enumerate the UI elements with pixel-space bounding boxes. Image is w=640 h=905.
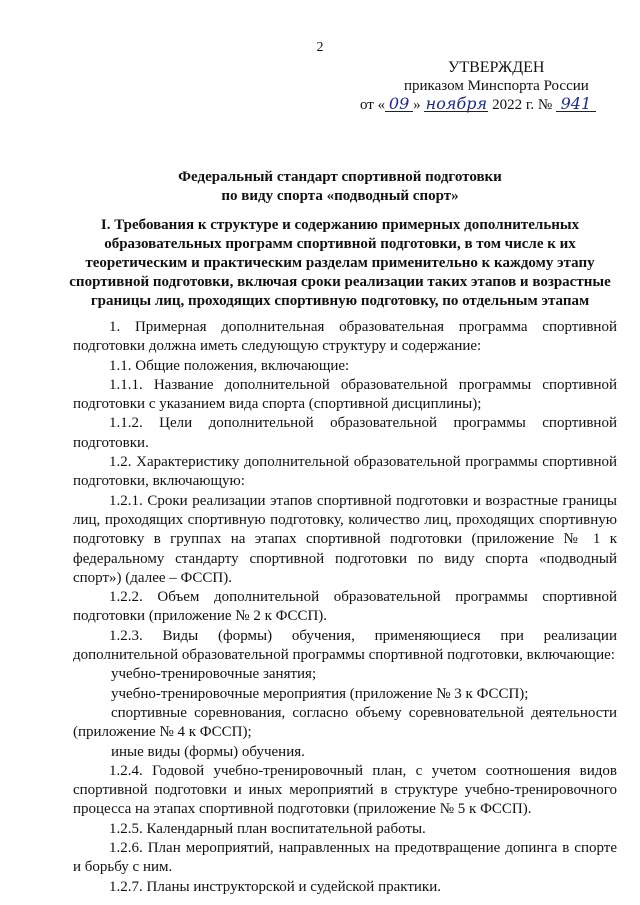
paragraph-1-2-7: 1.2.7. Планы инструкторской и судейской практики. — [109, 878, 441, 895]
list-item: спортивные соревнования, согласно объему соревновательной деятельности (приложение № 4 к ФССП); — [73, 704, 617, 741]
page-number: 2 — [316, 40, 324, 55]
paragraph-1-2: 1.2. Характеристику дополнительной образовательной программы спортивной подготовки, включающую: — [73, 454, 617, 490]
approval-order: приказом Минспорта России — [404, 78, 589, 94]
paragraph-1-1: 1.1. Общие положения, включающие: — [109, 357, 350, 374]
paragraph-1-2-2: 1.2.2. Объем дополнительной образовательной программы спортивной подготовки (приложение № 2 к ФССП). — [73, 589, 617, 625]
paragraph-1-2-6: 1.2.6. План мероприятий, направленных на предотвращение допинга в спорте и борьбу с ним. — [73, 840, 617, 876]
date-prefix: от « — [360, 97, 386, 113]
year-text: 2022 г. № — [492, 97, 553, 113]
title-line-2: по виду спорта «подводный спорт» — [221, 188, 459, 204]
handwritten-month: ноября — [425, 94, 488, 113]
approval-title: УТВЕРЖДЕН — [448, 59, 545, 76]
handwritten-day: 09 — [385, 96, 413, 112]
title-line-1: Федеральный стандарт спортивной подготовки — [178, 169, 502, 185]
paragraph-1-2-5: 1.2.5. Календарный план воспитательной работы. — [109, 820, 426, 837]
paragraph-1-2-1: 1.2.1. Сроки реализации этапов спортивной подготовки и возрастные границы лиц, проходящих спортивную подготовку, количество лиц, проходящих спортивную подготовку в группах на этапах спортивной подготовки (приложение № 1 к федеральному стандарту спортивной подготовки по виду спорта «подводный спорт») (далее – ФССП). — [73, 492, 617, 586]
paragraph-1-1-1: 1.1.1. Название дополнительной образовательной программы спортивной подготовки с указанием вида спорта (спортивной дисциплины); — [73, 376, 617, 413]
paragraph-1-1-2: 1.1.2. Цели дополнительной образовательной программы спортивной подготовки. — [73, 415, 617, 451]
date-mid: » — [413, 97, 421, 113]
document-body — [73, 318, 617, 897]
section-heading: I. Требования к структуре и содержанию примерных дополнительных образовательных программ спортивной подготовки, в том числе к их теоретическим и практическим разделам применительно к каждому этапу спортивной подготовки, включая сроки реализации таких этапов и возрастные границы лиц, проходящих спортивную подготовку, по отдельным этапам — [69, 217, 611, 309]
handwritten-number: 941 — [556, 96, 596, 112]
list-item: иные виды (формы) обучения. — [111, 743, 305, 760]
approval-block — [360, 58, 622, 115]
paragraph-1-2-3: 1.2.3. Виды (формы) обучения, применяющиеся при реализации дополнительной образовательной программы спортивной подготовки, включающие: — [73, 627, 617, 664]
list-item: учебно-тренировочные мероприятия (приложение № 3 к ФССП); — [111, 685, 529, 702]
paragraph-1-2-4: 1.2.4. Годовой учебно-тренировочный план, с учетом соотношения видов спортивной подготовки и иных мероприятий в структуре учебно-тренировочного процесса на этапах спортивной подготовки (приложение № 5 к ФССП). — [73, 762, 617, 818]
document-title — [60, 168, 620, 206]
list-item: учебно-тренировочные занятия; — [111, 666, 317, 683]
paragraph-1: 1. Примерная дополнительная образовательная программа спортивной подготовки должна иметь следующую структуру и содержание: — [73, 319, 617, 355]
approval-date-line — [360, 96, 622, 115]
